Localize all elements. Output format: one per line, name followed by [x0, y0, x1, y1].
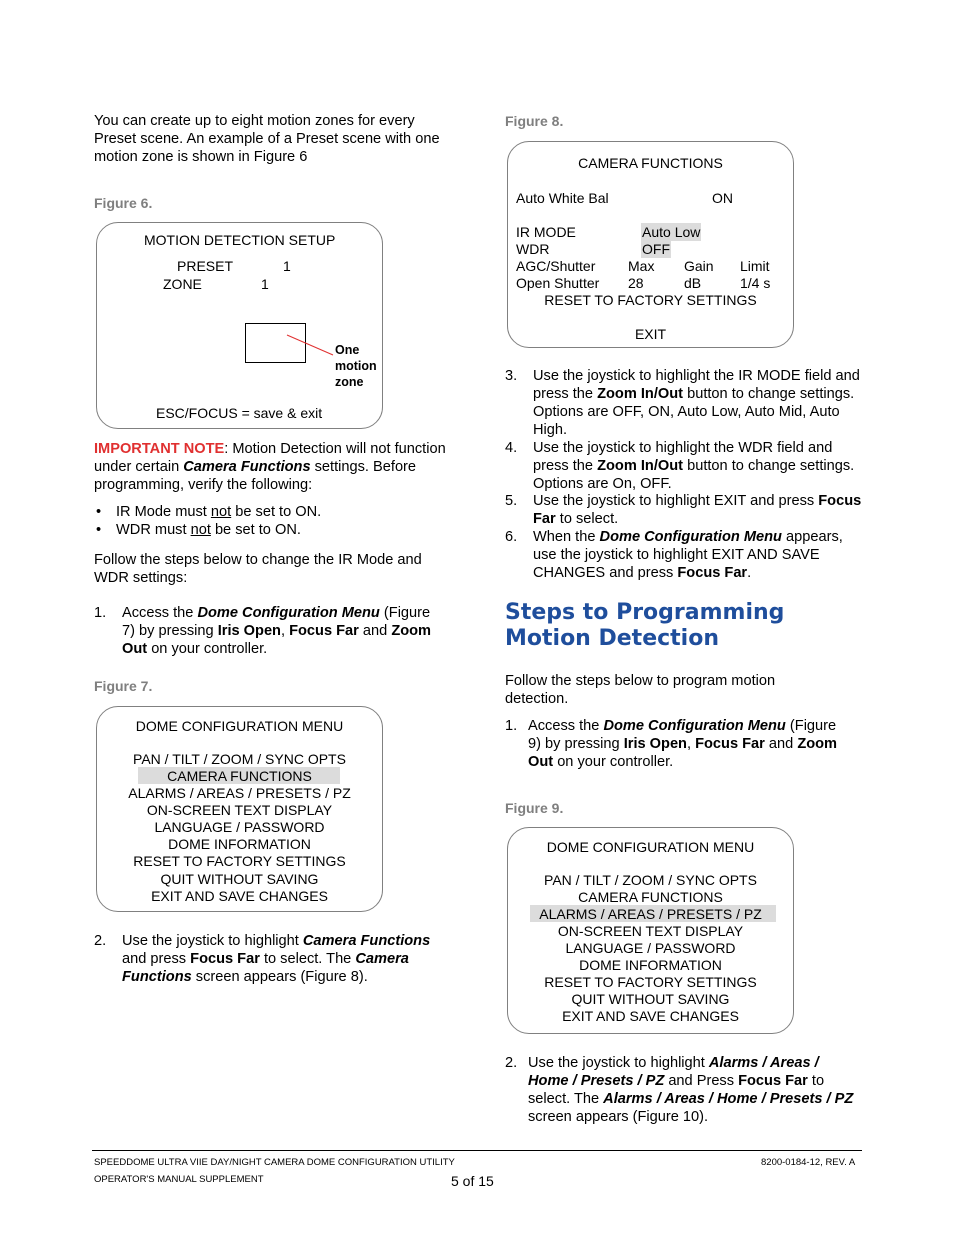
- program-step-2: 2. Use the joystick to highlight Alarms / Areas / Home / Presets / PZ and Press Focus Far to select. The Alarms / Areas / Home / Presets / PZ screen appears (Figure 10).: [505, 1055, 854, 1125]
- fig8-reset: RESET TO FACTORY SETTINGS: [544, 292, 757, 308]
- fig6-title: MOTION DETECTION SETUP: [144, 232, 336, 248]
- fig8-agc-limit: Limit: [740, 258, 770, 274]
- bullet-ir-mode: • IR Mode must not be set to ON.: [94, 503, 454, 521]
- fig9-item-pan-tilt: PAN / TILT / ZOOM / SYNC OPTS: [544, 872, 757, 888]
- figure-6-motion-detection-screen: [96, 222, 383, 429]
- bullet-wdr: • WDR must not be set to ON.: [94, 521, 454, 539]
- fig8-agc-label: AGC/Shutter: [516, 258, 596, 274]
- figure-7-dome-config-menu: [96, 706, 383, 912]
- figure-9-dome-config-menu: [507, 827, 794, 1034]
- fig9-item-dome-info: DOME INFORMATION: [579, 957, 722, 973]
- fig9-item-camera-functions: CAMERA FUNCTIONS: [578, 889, 723, 905]
- fig8-title: CAMERA FUNCTIONS: [578, 155, 723, 171]
- footer-manual: OPERATOR'S MANUAL SUPPLEMENT: [94, 1174, 264, 1185]
- fig7-item-camera-functions: CAMERA FUNCTIONS: [167, 768, 312, 784]
- footer-doc-number: 8200-0184-12, REV. A: [761, 1157, 856, 1168]
- figure-7-label: Figure 7.: [94, 678, 153, 694]
- page-number: 5 of 15: [451, 1173, 494, 1189]
- fig7-item-exit-save: EXIT AND SAVE CHANGES: [151, 888, 328, 904]
- fig8-os-v1: 28: [628, 275, 644, 291]
- fig7-item-language: LANGUAGE / PASSWORD: [154, 819, 325, 835]
- figure-8-label: Figure 8.: [505, 113, 564, 129]
- left-step-2: 2. Use the joystick to highlight Camera Functions and press Focus Far to select. The Camera Functions screen appears (Figure 8).: [94, 933, 431, 985]
- fig8-awb-value: ON: [712, 190, 733, 206]
- figure-9-label: Figure 9.: [505, 800, 564, 816]
- program-step-1: 1. Access the Dome Configuration Menu (Figure 9) by pressing Iris Open, Focus Far and Zoom Out on your controller.: [505, 718, 838, 770]
- fig6-footer: ESC/FOCUS = save & exit: [156, 405, 323, 421]
- fig8-agc-max: Max: [628, 258, 655, 274]
- fig7-item-pan-tilt: PAN / TILT / ZOOM / SYNC OPTS: [133, 751, 346, 767]
- fig8-os-v3: 1/4 s: [740, 275, 771, 291]
- footer-product: SPEEDDOME ULTRA VIIE DAY/NIGHT CAMERA DOME CONFIGURATION UTILITY: [94, 1157, 455, 1168]
- right-step-4: 4. Use the joystick to highlight the WDR field and press the Zoom In/Out button to change settings. Options are On, OFF.: [505, 440, 855, 492]
- fig9-item-reset: RESET TO FACTORY SETTINGS: [544, 974, 757, 990]
- fig8-agc-gain: Gain: [684, 258, 714, 274]
- fig7-item-quit: QUIT WITHOUT SAVING: [160, 871, 319, 887]
- section-heading: Steps to Programming Motion Detection: [505, 600, 785, 651]
- right-step-5: 5. Use the joystick to highlight EXIT and press Focus Far to select.: [505, 493, 862, 527]
- fig8-wdr-value: OFF: [642, 241, 670, 257]
- right-follow-paragraph: Follow the steps below to program motion detection.: [505, 673, 776, 707]
- prerequisite-list: [94, 503, 454, 539]
- fig7-item-dome-info: DOME INFORMATION: [168, 836, 311, 852]
- figure-6-label: Figure 6.: [94, 195, 153, 211]
- footer-rule: [92, 1150, 862, 1151]
- fig8-ir-label: IR MODE: [516, 224, 576, 240]
- fig7-item-onscreen-text: ON-SCREEN TEXT DISPLAY: [146, 802, 333, 818]
- fig7-item-reset: RESET TO FACTORY SETTINGS: [133, 853, 346, 869]
- important-note: IMPORTANT NOTE: Motion Detection will not function under certain Camera Functions settings. Before programming, verify the following:: [94, 441, 446, 493]
- fig6-preset-value: 1: [283, 258, 291, 274]
- fig8-awb-label: Auto White Bal: [516, 190, 609, 206]
- fig9-item-exit-save: EXIT AND SAVE CHANGES: [562, 1008, 739, 1024]
- fig9-item-onscreen-text: ON-SCREEN TEXT DISPLAY: [557, 923, 744, 939]
- fig6-zone-value: 1: [261, 276, 269, 292]
- fig9-item-quit: QUIT WITHOUT SAVING: [571, 991, 730, 1007]
- fig7-title: DOME CONFIGURATION MENU: [135, 718, 344, 734]
- right-step-6: 6. When the Dome Configuration Menu appears, use the joystick to highlight EXIT AND SAVE CHANGES and press Focus Far.: [505, 529, 843, 581]
- figure-8-camera-functions-screen: [507, 141, 794, 348]
- fig7-item-alarms: ALARMS / AREAS / PRESETS / PZ: [128, 785, 351, 801]
- follow-steps-paragraph: Follow the steps below to change the IR Mode and WDR settings:: [94, 552, 422, 586]
- fig8-os-v2: dB: [684, 275, 702, 291]
- fig9-item-alarms: ALARMS / AREAS / PRESETS / PZ: [539, 906, 762, 922]
- right-step-3: 3. Use the joystick to highlight the IR MODE field and press the Zoom In/Out button to change settings. Options are OFF, ON, Auto Low, Auto Mid, Auto High.: [505, 368, 860, 438]
- fig9-title: DOME CONFIGURATION MENU: [546, 839, 755, 855]
- fig9-item-language: LANGUAGE / PASSWORD: [565, 940, 736, 956]
- fig6-zone-label: ZONE: [163, 276, 202, 292]
- motion-zone-callout: One motion zone: [335, 343, 377, 389]
- fig6-preset-label: PRESET: [177, 258, 234, 274]
- left-step-1: 1. Access the Dome Configuration Menu (Figure 7) by pressing Iris Open, Focus Far and Zoom Out on your controller.: [94, 605, 432, 657]
- fig8-exit: EXIT: [634, 326, 667, 342]
- fig8-ir-value: Auto Low: [642, 224, 701, 240]
- intro-paragraph: You can create up to eight motion zones for every Preset scene. An example of a Preset scene with one motion zone is shown in Figure 6: [94, 113, 440, 165]
- callout-line: [97, 223, 384, 430]
- fig8-wdr-label: WDR: [516, 241, 550, 257]
- fig8-os-label: Open Shutter: [516, 275, 600, 291]
